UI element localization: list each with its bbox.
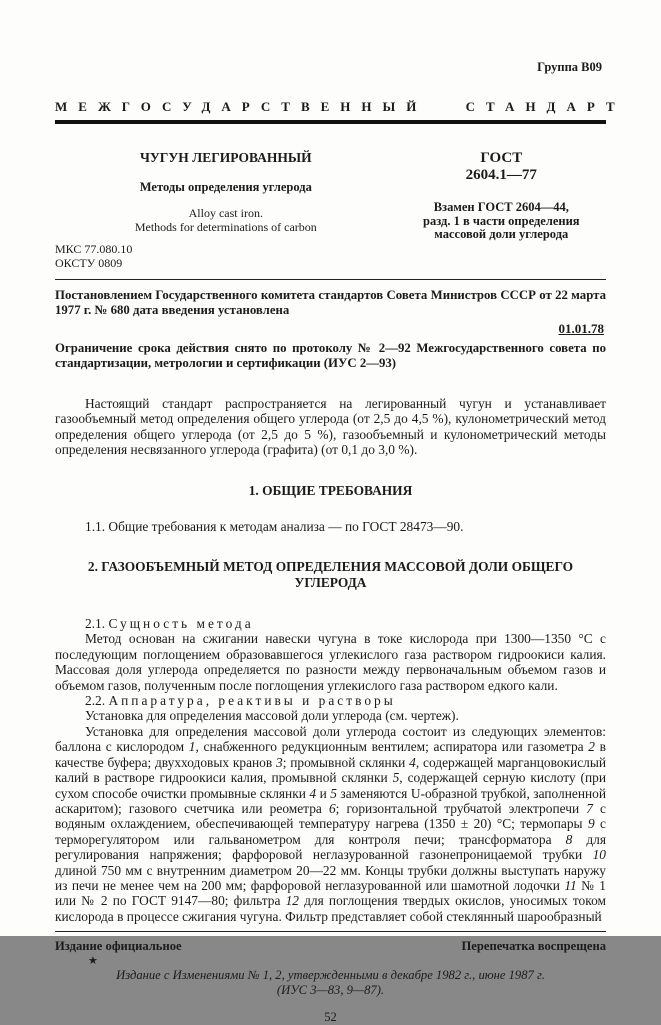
replaces-line3: массовой доли углерода [434,227,569,241]
enactment-divider [55,279,606,280]
header-rule [55,120,606,124]
edition-note-line2: (ИУС 3—83, 9—87). [276,982,385,997]
enactment-date: 01.01.78 [558,321,604,336]
clause-2-2-heading [55,693,606,708]
limitation-paragraph: Ограничение срока действия снято по протоколу № 2—92 Межгосударственного совета по стандартизации, метрологии и сертификации (ИУС 2—93) [55,341,606,370]
page-number: 52 [324,1010,337,1025]
classification-codes [55,243,397,270]
gost-label: ГОСТ [480,150,523,166]
document-title-ru: ЧУГУН ЛЕГИРОВАННЫЙ [139,150,312,165]
okstu-code: ОКСТУ 0809 [55,255,123,270]
star-icon: ★ [88,955,98,968]
title-en-line2: Methods for determinations of carbon [134,220,317,234]
title-en-line1: Alloy cast iron. [188,206,263,220]
section-2-heading: 2. ГАЗООБЪЕМНЫЙ МЕТОД ОПРЕДЕЛЕНИЯ МАССОВОЙ ДОЛИ ОБЩЕГО УГЛЕРОДА [87,559,574,591]
group-label: Группа В09 [537,60,602,74]
gost-number: 2604.1—77 [465,167,537,183]
document-title-en [55,206,397,234]
replaces-line2: разд. 1 в части определения [423,213,580,228]
title-block [55,150,606,270]
title-right-column [397,150,606,270]
footer-divider [55,931,606,932]
footer-row [55,939,606,954]
title-left-column [55,150,397,270]
replaces-line1: Взамен ГОСТ 2604—44, [433,200,569,214]
setup-paragraph: Установка для определения массовой доли углерода состоит из следующих элементов: баллона с кислородом 1, снабженного редукционным вентилем; аспиратора или газометра 2 в качестве буфера; двухходовых кранов 3; промывной склянки 4, содержащей марганцовокислый калий в растворе гидроокиси калия, промывной склянки 5, содержащей серную кислоту (при сухом способе очистки промывные склянки 4 и 5 заменяются U-образной трубкой, заполненной аскаритом); газового счетчика или реометра 6; горизонтальной трубчатой электропечи 7 с водяным охлаждением, обеспечивающей температуру нагрева (1350 ± 20) °С; термопары 9 с терморегулятором или гальванометром для контроля печи; трансформатора 8 для регулирования напряжения; фарфоровой неглазурованной газонепроницаемой трубки 10 длиной 750 мм с внутренним диаметром 20—22 мм. Концы трубки должны выступать наружу из печи не менее чем на 200 мм; фарфоровой неглазурованной или шамотной лодочки 11 № 1 или № 2 по ГОСТ 9147—80; фильтра 12 для поглощения твердых окислов, уносимых током кислорода в процессе сжигания чугуна. Фильтр представляет собой стеклянный шарообразный [55,723,607,924]
decree-paragraph: Постановлением Государственного комитета стандартов Совета Министров СССР от 22 марта 1977 г. № 680 дата введения установлена [55,288,606,317]
clause-2-2-number: 2.2. [85,693,106,709]
document-subtitle-ru: Методы определения углерода [139,180,312,194]
clause-2-2-title: Аппаратура, реактивы и растворы [108,693,396,709]
edition-note-line1: Издание с Изменениями № 1, 2, утвержденными в декабре 1982 г., июне 1987 г. [116,968,545,983]
official-edition-label: Издание официальное [55,939,182,954]
section-1-heading: 1. ОБЩИЕ ТРЕБОВАНИЯ [248,482,413,498]
clause-2-1-heading [55,616,606,631]
mks-code: МКС 77.080.10 [55,242,133,256]
clause-2-1-number: 2.1. [85,616,106,632]
scope-paragraph: Настоящий стандарт распространяется на легированный чугун и устанавливает газообъемный метод определения общего углерода (от 2,5 до 4,5 %), кулонометрический метод определения общего углерода (от 2,5 до 5 %), газообъемный и кулонометрический методы определения несвязанного углерода (графита) (от 0,1 до 3,0 %). [55,396,606,458]
standard-type-heading: МЕЖГОСУДАРСТВЕННЫЙ СТАНДАРТ [55,99,626,114]
clause-1-1: 1.1. Общие требования к методам анализа — по ГОСТ 28473—90. [85,518,464,534]
replaces-note [397,201,606,242]
method-paragraph: Метод основан на сжигании навески чугуна в токе кислорода при 1300—1350 °С с последующим поглощением образовавшегося углекислого газа раствором гидроокиси калия. Массовая доля углерода определяется по разности между первоначальным объемом газов и объемом газов, полученным после поглощения углекислого газа раствором едкого кали. [55,631,606,693]
reprint-notice: Перепечатка воспрещена [461,939,606,954]
edition-note [55,968,606,997]
setup-intro: Установка для определения массовой доли углерода (см. чертеж). [85,708,459,724]
clause-2-1-title: Сущность метода [108,616,254,632]
